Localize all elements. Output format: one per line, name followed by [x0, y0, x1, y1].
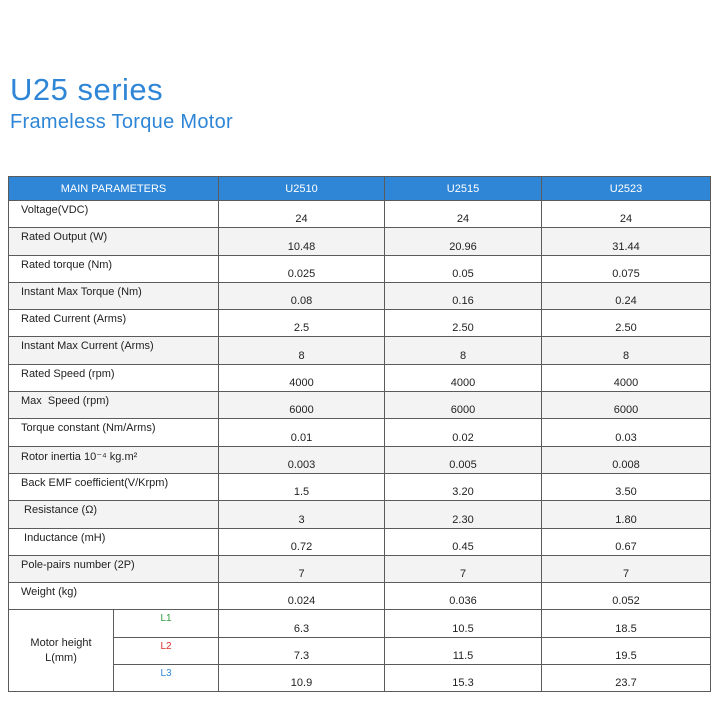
length-value: 6.3: [219, 610, 385, 637]
parameter-value: 20.96: [385, 228, 542, 255]
parameter-value: 10.48: [219, 228, 385, 255]
length-value: 19.5: [542, 637, 711, 664]
table-row: [9, 201, 711, 228]
parameter-label: Back EMF coefficient(V/Krpm): [9, 473, 219, 500]
parameter-value: 0.008: [542, 446, 711, 473]
parameter-label: Rated torque (Nm): [9, 255, 219, 282]
parameter-value: 0.003: [219, 446, 385, 473]
table-row: [9, 310, 711, 337]
parameter-value: 0.24: [542, 282, 711, 309]
table-header-row: [9, 177, 711, 201]
table-row: [9, 337, 711, 364]
table-row: [9, 364, 711, 391]
parameters-table: [8, 176, 711, 692]
parameter-value: 1.80: [542, 501, 711, 528]
table-row: [9, 282, 711, 309]
parameter-value: 7: [219, 555, 385, 582]
parameter-value: 7: [542, 555, 711, 582]
length-value: 10.9: [219, 665, 385, 692]
parameter-value: 2.30: [385, 501, 542, 528]
table-row: [9, 555, 711, 582]
parameter-value: 7: [385, 555, 542, 582]
parameter-value: 31.44: [542, 228, 711, 255]
parameter-label: Voltage(VDC): [9, 201, 219, 228]
parameter-label: Inductance (mH): [9, 528, 219, 555]
parameter-value: 0.72: [219, 528, 385, 555]
parameter-value: 0.67: [542, 528, 711, 555]
table-row: [9, 583, 711, 610]
parameter-value: 0.08: [219, 282, 385, 309]
motor-height-row: [9, 610, 711, 637]
length-value: 15.3: [385, 665, 542, 692]
parameter-value: 3: [219, 501, 385, 528]
parameter-value: 0.052: [542, 583, 711, 610]
parameter-label: Pole-pairs number (2P): [9, 555, 219, 582]
parameter-value: 2.50: [542, 310, 711, 337]
column-header: U2523: [542, 177, 711, 201]
parameter-label: Rated Output (W): [9, 228, 219, 255]
parameter-value: 8: [542, 337, 711, 364]
parameter-value: 2.50: [385, 310, 542, 337]
parameter-label: Max Speed (rpm): [9, 392, 219, 419]
parameter-label: Torque constant (Nm/Arms): [9, 419, 219, 446]
parameter-label: Resistance (Ω): [9, 501, 219, 528]
parameter-value: 0.075: [542, 255, 711, 282]
parameter-value: 1.5: [219, 473, 385, 500]
table-row: [9, 228, 711, 255]
length-label: L1: [114, 610, 219, 637]
parameter-value: 3.20: [385, 473, 542, 500]
table-row: [9, 528, 711, 555]
length-value: 7.3: [219, 637, 385, 664]
table-row: [9, 419, 711, 446]
table-row: [9, 392, 711, 419]
parameter-value: 3.50: [542, 473, 711, 500]
parameter-value: 6000: [219, 392, 385, 419]
parameter-label: Instant Max Torque (Nm): [9, 282, 219, 309]
motor-height-label: [9, 610, 114, 692]
parameter-value: 0.45: [385, 528, 542, 555]
motor-height-label-line1: Motor height: [30, 636, 92, 649]
length-value: 18.5: [542, 610, 711, 637]
parameter-label: Rated Speed (rpm): [9, 364, 219, 391]
page-title: U25 series: [10, 72, 164, 107]
length-label: L2: [114, 637, 219, 664]
table-row: [9, 446, 711, 473]
page-subtitle: Frameless Torque Motor: [10, 111, 233, 133]
table-row: [9, 255, 711, 282]
parameter-value: 0.024: [219, 583, 385, 610]
parameter-value: 0.02: [385, 419, 542, 446]
motor-height-row: [9, 637, 711, 664]
table-row: [9, 501, 711, 528]
parameter-value: 24: [542, 201, 711, 228]
parameter-value: 0.03: [542, 419, 711, 446]
parameter-value: 24: [219, 201, 385, 228]
parameter-label: Rotor inertia 10⁻⁴ kg.m²: [9, 446, 219, 473]
length-value: 10.5: [385, 610, 542, 637]
motor-height-row: [9, 665, 711, 692]
parameter-value: 2.5: [219, 310, 385, 337]
parameter-value: 0.025: [219, 255, 385, 282]
parameter-label: Weight (kg): [9, 583, 219, 610]
parameter-value: 24: [385, 201, 542, 228]
parameter-value: 0.16: [385, 282, 542, 309]
column-header: MAIN PARAMETERS: [9, 177, 219, 201]
parameter-label: Rated Current (Arms): [9, 310, 219, 337]
parameter-value: 0.01: [219, 419, 385, 446]
motor-height-label-line2: L(mm): [45, 651, 77, 664]
parameter-value: 0.036: [385, 583, 542, 610]
parameter-label: Instant Max Current (Arms): [9, 337, 219, 364]
length-value: 23.7: [542, 665, 711, 692]
parameter-value: 4000: [219, 364, 385, 391]
parameter-value: 4000: [542, 364, 711, 391]
length-value: 11.5: [385, 637, 542, 664]
parameter-value: 0.005: [385, 446, 542, 473]
parameter-value: 6000: [542, 392, 711, 419]
parameter-value: 0.05: [385, 255, 542, 282]
column-header: U2510: [219, 177, 385, 201]
column-header: U2515: [385, 177, 542, 201]
table-row: [9, 473, 711, 500]
parameter-value: 8: [219, 337, 385, 364]
parameter-value: 6000: [385, 392, 542, 419]
parameter-value: 8: [385, 337, 542, 364]
length-label: L3: [114, 665, 219, 692]
parameter-value: 4000: [385, 364, 542, 391]
